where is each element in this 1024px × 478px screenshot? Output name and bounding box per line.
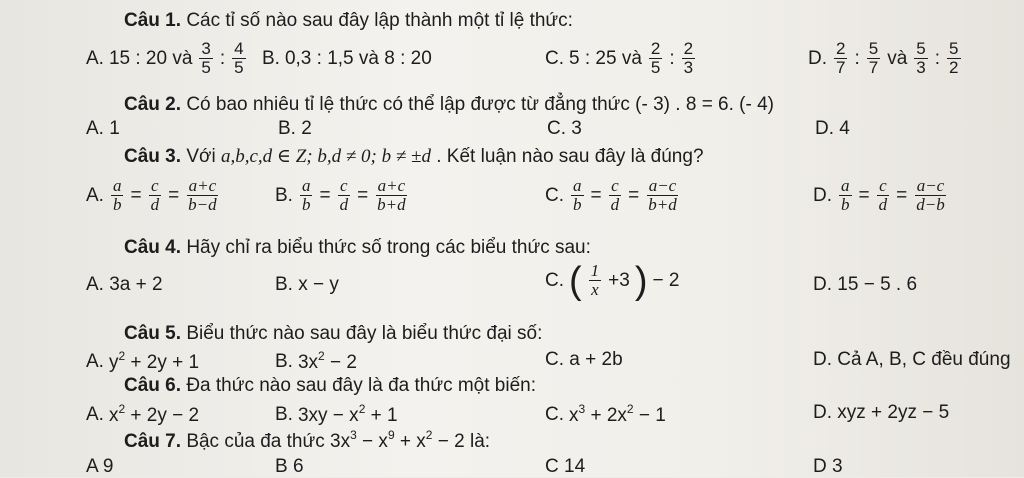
question-6-text: Đa thức nào sau đây là đa thức một biến: [186, 375, 537, 396]
question-6 [124, 375, 536, 397]
question-2-text: Có bao nhiêu tỉ lệ thức có thể lập được từ đẳng thức (- 3) . 8 = 6. (- 4) [186, 94, 775, 115]
question-4-title: Câu 4. [124, 237, 182, 258]
fraction: $\frac{2}{5}$ [650, 39, 661, 77]
q5-option-b-label: B. [275, 350, 293, 372]
q3-option-d[interactable]: D. $\frac{a}{b}$ = $\frac{c}{d}$ = $\frac{a-c}{d-b}$ [813, 176, 945, 214]
fraction: $\frac{3}{5}$ [201, 39, 211, 77]
q1-option-a-text: 15 : 20 và [108, 47, 193, 69]
question-3-text-pre: Với [186, 146, 216, 167]
question-3-title: Câu 3. [124, 146, 182, 167]
q2-option-d[interactable]: D. 4 [815, 118, 850, 139]
q7-option-c[interactable]: C 14 [545, 456, 586, 477]
q4-option-c-label: C. [545, 269, 564, 291]
q6-option-b[interactable]: B. $3xy - x^2 + 1$ [275, 402, 398, 426]
q1-option-d[interactable]: D. $\frac{2}{7}$ : $\frac{5}{7}$ và $\frac{5}{3}$ : $\frac{5}{2}$ [808, 39, 959, 77]
q3-option-a[interactable]: A. $\frac{a}{b}$ = $\frac{c}{d}$ = $\frac{a+c}{b-d}$ [86, 176, 217, 214]
fraction: $\frac{1}{x}$ [590, 261, 600, 299]
q7-option-d[interactable]: D 3 [813, 456, 843, 477]
fraction: $\frac{a}{b}$ [112, 176, 122, 214]
q1-option-b[interactable] [262, 48, 432, 70]
q5-option-a[interactable]: A. $y^2 + 2y + 1$ [86, 349, 200, 373]
q6-option-c[interactable]: C. $x^3 + 2x^2 - 1$ [545, 402, 666, 426]
q5-option-d[interactable]: D. Cả A, B, C đều đúng [813, 349, 1011, 370]
q1-option-c[interactable]: C. 5 : 25 và $\frac{2}{5}$ : $\frac{2}{3}$ [545, 39, 694, 77]
q7-option-a[interactable]: A 9 [86, 456, 114, 477]
q3-option-c-label: C. [545, 184, 564, 206]
fraction: $\frac{c}{d}$ [150, 176, 160, 214]
fraction: $\frac{2}{3}$ [683, 39, 694, 77]
q3-option-a-label: A. [86, 184, 104, 206]
question-7-polynomial: $3x^3 - x^9 + x^2 - 2$ [330, 428, 465, 452]
q2-option-a[interactable]: A. 1 [86, 118, 120, 139]
question-4 [124, 237, 591, 259]
q1-option-c-text: 5 : 25 và [569, 47, 642, 69]
question-2-title: Câu 2. [124, 94, 182, 115]
q7-option-b[interactable]: B 6 [275, 456, 304, 477]
fraction: $\frac{a}{b}$ [573, 176, 582, 214]
question-3-condition: a,b,c,d ∈ Z; b,d ≠ 0; b ≠ ±d [220, 146, 431, 167]
question-1-title: Câu 1. [124, 10, 182, 31]
q2-option-b[interactable]: B. 2 [278, 118, 312, 139]
question-7-text-post: là: [469, 431, 491, 452]
q1-option-d-label: D. [808, 47, 827, 69]
q4-option-d[interactable]: D. 15 − 5 . 6 [813, 274, 918, 295]
q1-option-a[interactable]: A. 15 : 20 và $\frac{3}{5}$ : $\frac{4}{5}$ [86, 39, 244, 77]
q1-option-b-text: 0,3 : 1,5 và 8 : 20 [284, 48, 432, 69]
fraction: $\frac{a}{b}$ [301, 176, 311, 214]
q3-option-d-label: D. [813, 184, 832, 206]
question-5-title: Câu 5. [124, 323, 182, 344]
fraction: $\frac{a-c}{b+d}$ [648, 176, 677, 214]
q4-option-a[interactable]: A. 3a + 2 [86, 274, 163, 295]
q1-option-b-label: B. [262, 48, 280, 69]
question-5 [124, 323, 542, 345]
fraction: $\frac{5}{7}$ [868, 39, 879, 77]
fraction: $\frac{5}{3}$ [916, 39, 926, 77]
fraction: $\frac{a}{b}$ [841, 176, 850, 214]
q3-option-b[interactable]: B. $\frac{a}{b}$ = $\frac{c}{d}$ = $\frac{a+c}{b+d}$ [275, 176, 406, 214]
q4-option-b[interactable]: B. x − y [275, 274, 339, 295]
fraction: $\frac{a+c}{b+d}$ [377, 176, 406, 214]
fraction: $\frac{a+c}{b-d}$ [188, 176, 217, 214]
fraction: $\frac{2}{7}$ [836, 39, 846, 77]
q6-option-c-label: C. [545, 403, 564, 425]
fraction: $\frac{c}{d}$ [339, 176, 349, 214]
q5-option-c[interactable]: C. a + 2b [545, 349, 623, 370]
q6-option-d[interactable]: D. xyz + 2yz − 5 [813, 402, 950, 423]
q6-option-a[interactable]: A. $x^2 + 2y - 2$ [86, 402, 200, 426]
question-5-text: Biểu thức nào sau đây là biểu thức đại số: [186, 323, 543, 344]
q3-option-b-label: B. [275, 184, 293, 206]
q1-option-d-and: và [887, 47, 908, 69]
question-2 [124, 94, 774, 116]
fraction: $\frac{5}{2}$ [949, 39, 959, 77]
q6-option-a-label: A. [86, 403, 104, 425]
q6-option-b-label: B. [275, 403, 293, 425]
q5-option-b[interactable]: B. $3x^2 - 2$ [275, 349, 357, 373]
question-7 [124, 428, 490, 453]
question-1-text: Các tỉ số nào sau đây lập thành một tỉ lệ thức: [186, 10, 573, 31]
question-3 [124, 145, 704, 168]
q1-option-a-label: A. [86, 47, 104, 69]
question-1 [124, 10, 573, 32]
fraction: $\frac{4}{5}$ [234, 39, 244, 77]
q2-option-c[interactable]: C. 3 [547, 118, 582, 139]
question-3-text-post: . Kết luận nào sau đây là đúng? [436, 146, 704, 167]
question-7-title: Câu 7. [124, 431, 182, 452]
q3-option-c[interactable]: C. $\frac{a}{b}$ = $\frac{c}{d}$ = $\frac{a-c}{b+d}$ [545, 176, 677, 214]
q4-option-c[interactable]: C. ( $\frac{1}{x}$ +3 ) − 2 [545, 259, 680, 302]
q5-option-a-label: A. [86, 350, 104, 372]
question-6-title: Câu 6. [124, 375, 182, 396]
fraction: $\frac{c}{d}$ [878, 176, 888, 214]
fraction: $\frac{a-c}{d-b}$ [916, 176, 945, 214]
question-4-text: Hãy chỉ ra biểu thức số trong các biểu thức sau: [186, 237, 591, 258]
q1-option-c-label: C. [545, 47, 564, 69]
fraction: $\frac{c}{d}$ [610, 176, 620, 214]
question-7-text-pre: Bậc của đa thức [186, 431, 325, 452]
